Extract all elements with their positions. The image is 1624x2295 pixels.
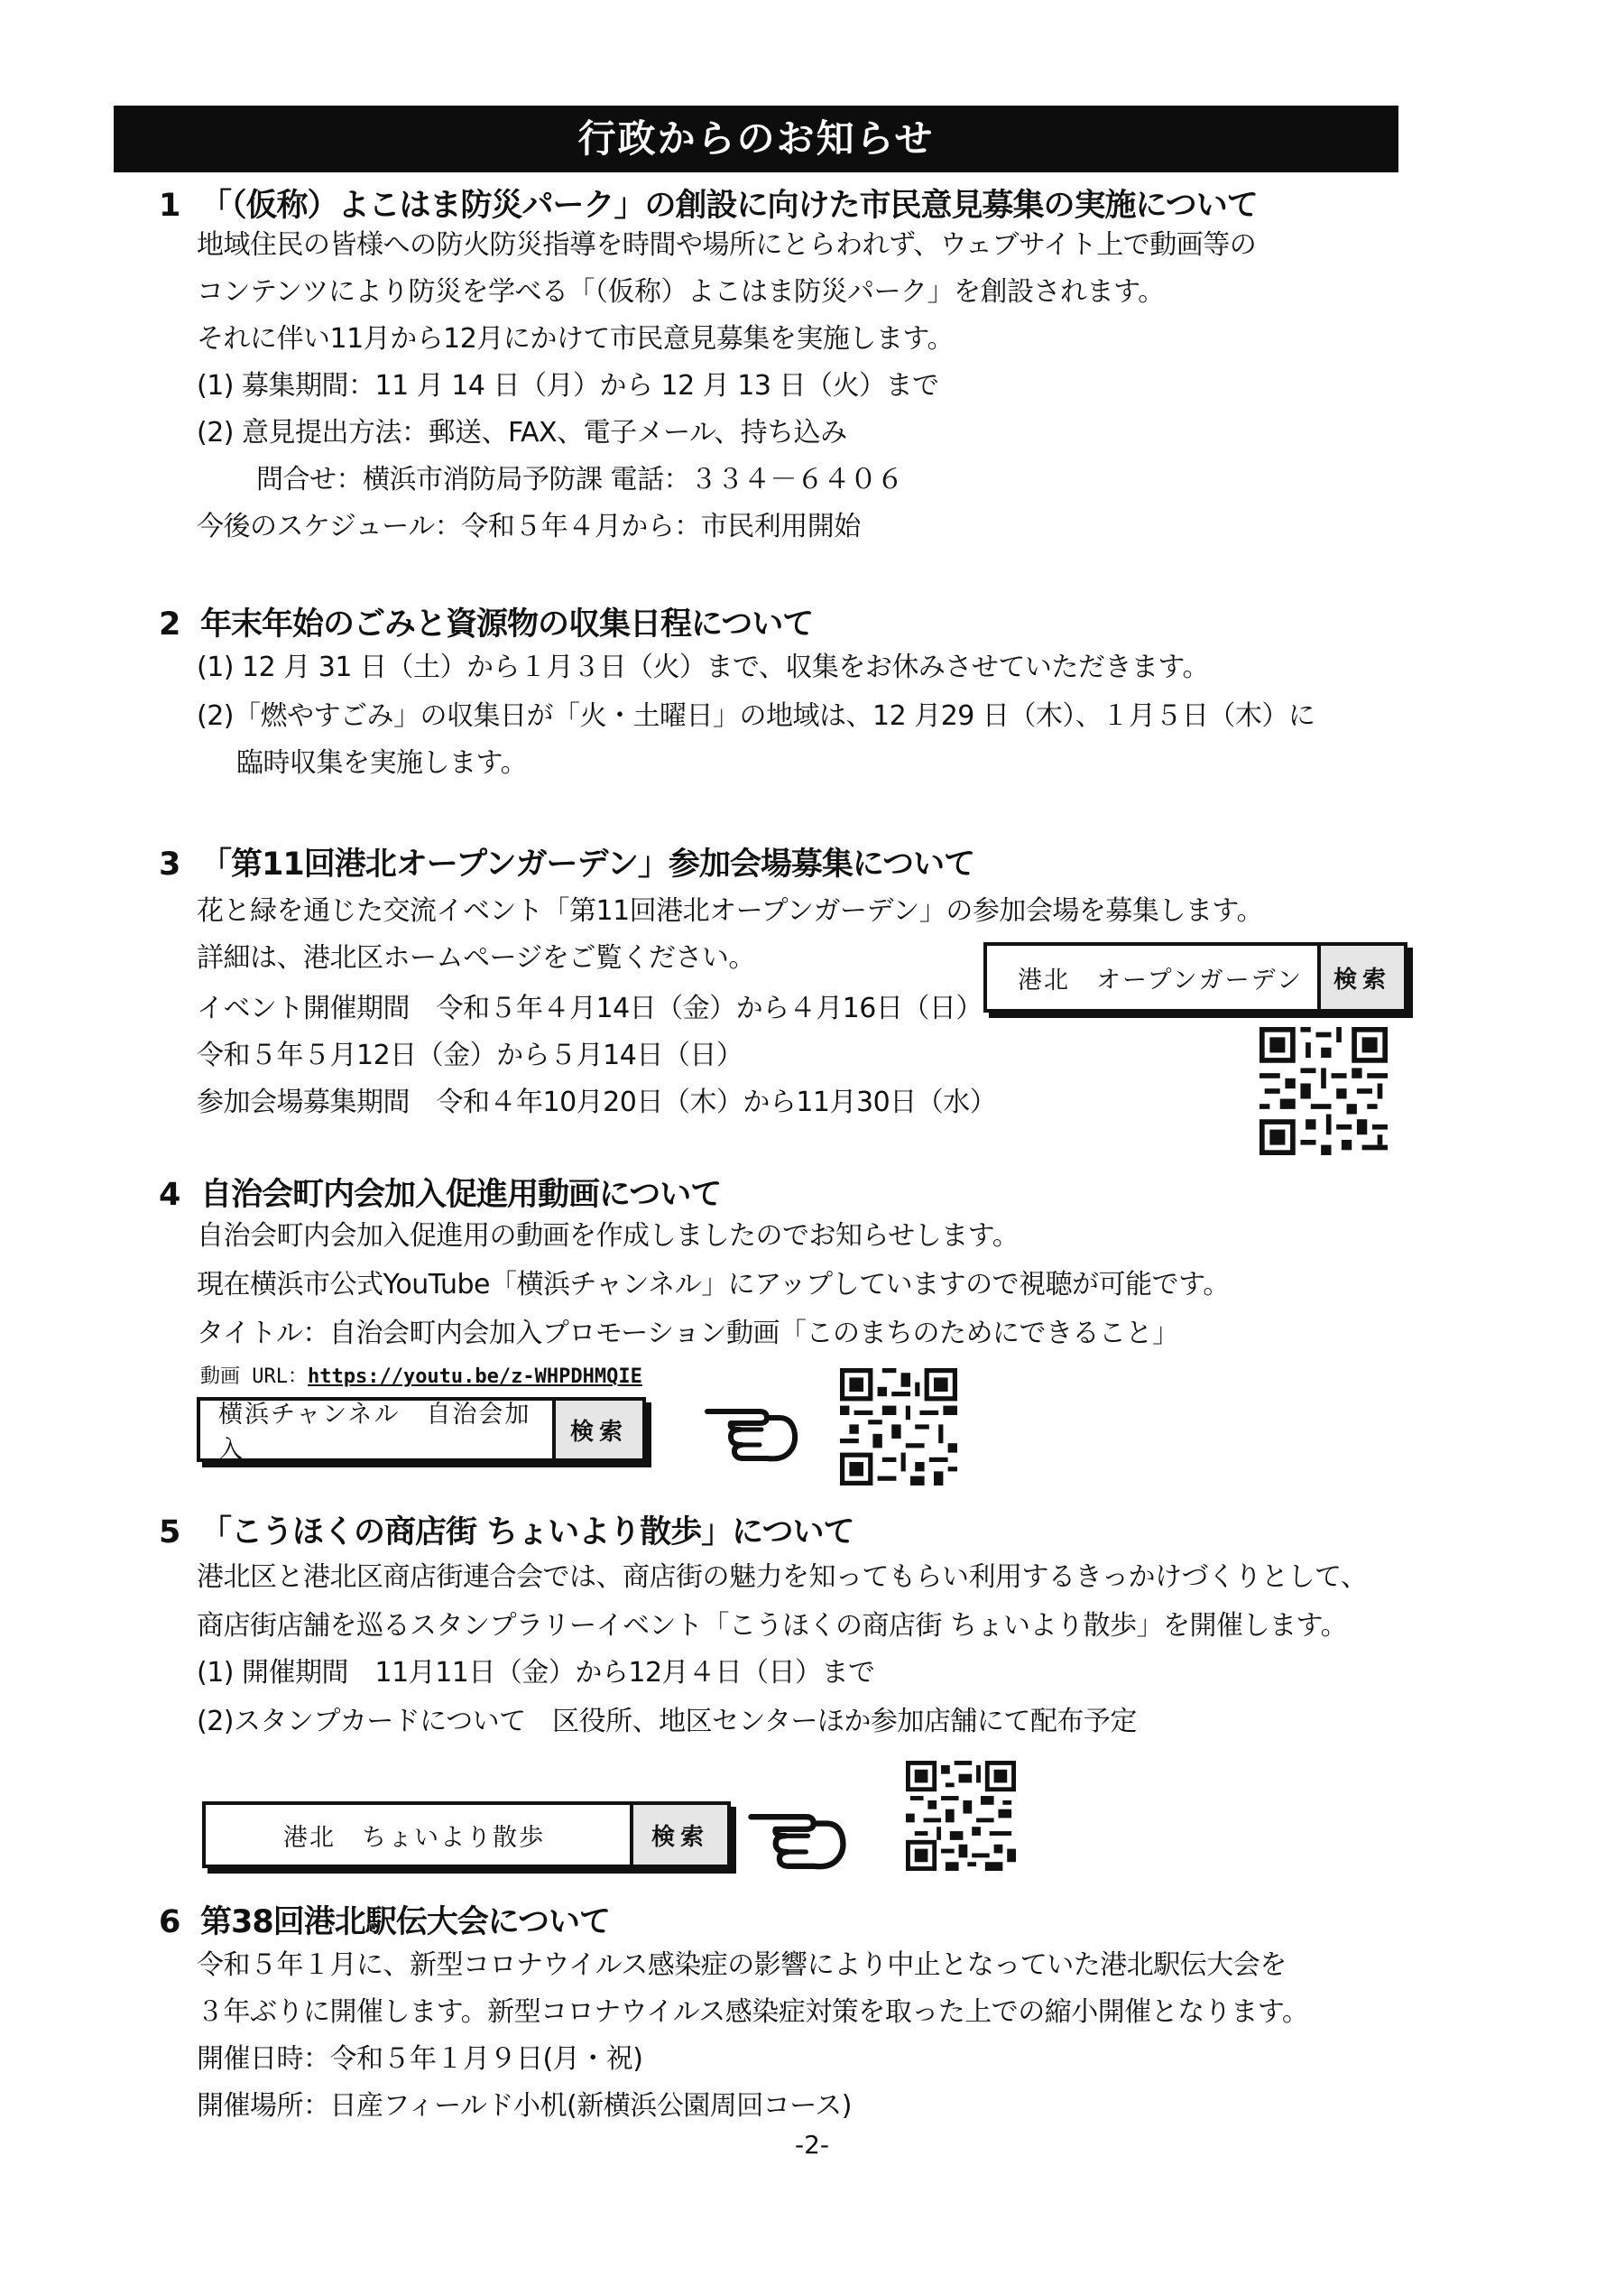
- section-banner: 行政からのお知らせ: [114, 106, 1398, 172]
- section-1-contact: 問合せ：横浜市消防局予防課 電話：３３４－６４０６: [256, 464, 904, 495]
- section-1-method: (2) 意見提出方法：郵送、FAX、電子メール、持ち込み: [197, 417, 847, 449]
- search-box-open-garden[interactable]: [983, 942, 1407, 1013]
- section-1-text: コンテンツにより防災を学べる「（仮称）よこはま防災パーク」を創設されます。: [197, 276, 1165, 308]
- section-1-text: それに伴い11月から12月にかけて市民意見募集を実施します。: [197, 323, 954, 355]
- section-5-heading: 5 「こうほくの商店街 ちょいより散歩」について: [159, 1514, 854, 1550]
- page-number: -2-: [794, 2130, 830, 2160]
- section-4-title-line: タイトル：自治会町内会加入プロモーション動画「このまちのためにできること」: [197, 1318, 1179, 1349]
- video-url: 動画 URL：https://youtu.be/z-WHPDHMQIE: [200, 1365, 642, 1388]
- pointing-hand-icon: [745, 1794, 854, 1870]
- section-3-event-period: 令和５年５月12日（金）から５月14日（日）: [197, 1040, 743, 1071]
- search-query: 横浜チャンネル 自治会加入: [218, 1401, 531, 1464]
- search-query: 港北 ちょいより散歩: [283, 1823, 545, 1852]
- section-2-text: (1) 12 月 31 日（土）から１月３日（火）まで、収集をお休みさせていただきます。: [197, 652, 1209, 683]
- section-4-heading: 4 自治会町内会加入促進用動画について: [159, 1177, 722, 1213]
- section-4-text: 自治会町内会加入促進用の動画を作成しましたのでお知らせします。: [197, 1220, 1020, 1252]
- section-6-text: 令和５年１月に、新型コロナウイルス感染症の影響により中止となっていた港北駅伝大会を: [197, 1949, 1287, 1981]
- section-2-text: (2)「燃やすごみ」の収集日が「火・土曜日」の地域は、12 月29 日（木）、１月５日（木）に: [197, 700, 1315, 732]
- search-query: 港北 オープンガーデン: [1018, 966, 1304, 995]
- section-2-heading: 2 年末年始のごみと資源物の収集日程について: [159, 606, 814, 643]
- search-box-yokohama-channel[interactable]: [197, 1397, 646, 1462]
- section-3-recruit-period: 参加会場募集期間 令和４年10月20日（木）から11月30日（水）: [197, 1087, 997, 1118]
- qr-code-icon: [1256, 1027, 1391, 1155]
- search-box-choiyori-sanpo[interactable]: [202, 1801, 731, 1868]
- section-6-venue: 開催場所：日産フィールド小机(新横浜公園周回コース): [197, 2090, 852, 2122]
- qr-code-icon: [839, 1368, 958, 1485]
- search-button[interactable]: 検索: [630, 1805, 727, 1865]
- section-3-event-period: イベント開催期間 令和５年４月14日（金）から４月16日（日）: [197, 993, 983, 1024]
- section-1-text: 地域住民の皆様への防火防災指導を時間や場所にとらわれず、ウェブサイト上で動画等の: [197, 229, 1257, 261]
- section-5-period: (1) 開催期間 11月11日（金）から12月４日（日）まで: [197, 1657, 875, 1689]
- search-button[interactable]: 検索: [552, 1401, 642, 1458]
- section-6-date: 開催日時：令和５年１月９日(月・祝): [197, 2043, 643, 2075]
- video-url-link[interactable]: https://youtu.be/z-WHPDHMQIE: [307, 1365, 642, 1388]
- section-1-schedule: 今後のスケジュール：令和５年４月から：市民利用開始: [197, 511, 861, 542]
- qr-code-icon: [906, 1760, 1016, 1872]
- section-1-period: (1) 募集期間：11 月 14 日（月）から 12 月 13 日（火）まで: [197, 370, 939, 402]
- section-6-text: ３年ぶりに開催します。新型コロナウイルス感染症対策を取った上での縮小開催となります。: [197, 1996, 1309, 2028]
- section-3-text: 詳細は、港北区ホームページをご覧ください。: [197, 942, 755, 974]
- pointing-hand-icon: [704, 1390, 803, 1462]
- section-5-text: 商店街店舗を巡るスタンプラリーイベント「こうほくの商店街 ちょいより散歩」を開催します。: [197, 1610, 1348, 1642]
- section-3-heading: 3 「第11回港北オープンガーデン」参加会場募集について: [159, 847, 975, 883]
- section-1-heading: 1 「（仮称）よこはま防災パーク」の創設に向けた市民意見募集の実施について: [159, 188, 1258, 224]
- section-5-stamp-card: (2)スタンプカードについて 区役所、地区センターほか参加店舗にて配布予定: [197, 1706, 1137, 1737]
- section-3-text: 花と緑を通じた交流イベント「第11回港北オープンガーデン」の参加会場を募集します。: [197, 895, 1263, 927]
- search-button[interactable]: 検索: [1317, 946, 1404, 1009]
- section-4-text: 現在横浜市公式YouTube「横浜チャンネル」にアップしていますので視聴が可能です。: [197, 1269, 1230, 1300]
- section-6-heading: 6 第38回港北駅伝大会について: [159, 1904, 611, 1940]
- section-5-text: 港北区と港北区商店街連合会では、商店街の魅力を知ってもらい利用するきっかけづくりとして、: [197, 1561, 1368, 1593]
- section-2-text: 臨時収集を実施します。: [236, 747, 528, 779]
